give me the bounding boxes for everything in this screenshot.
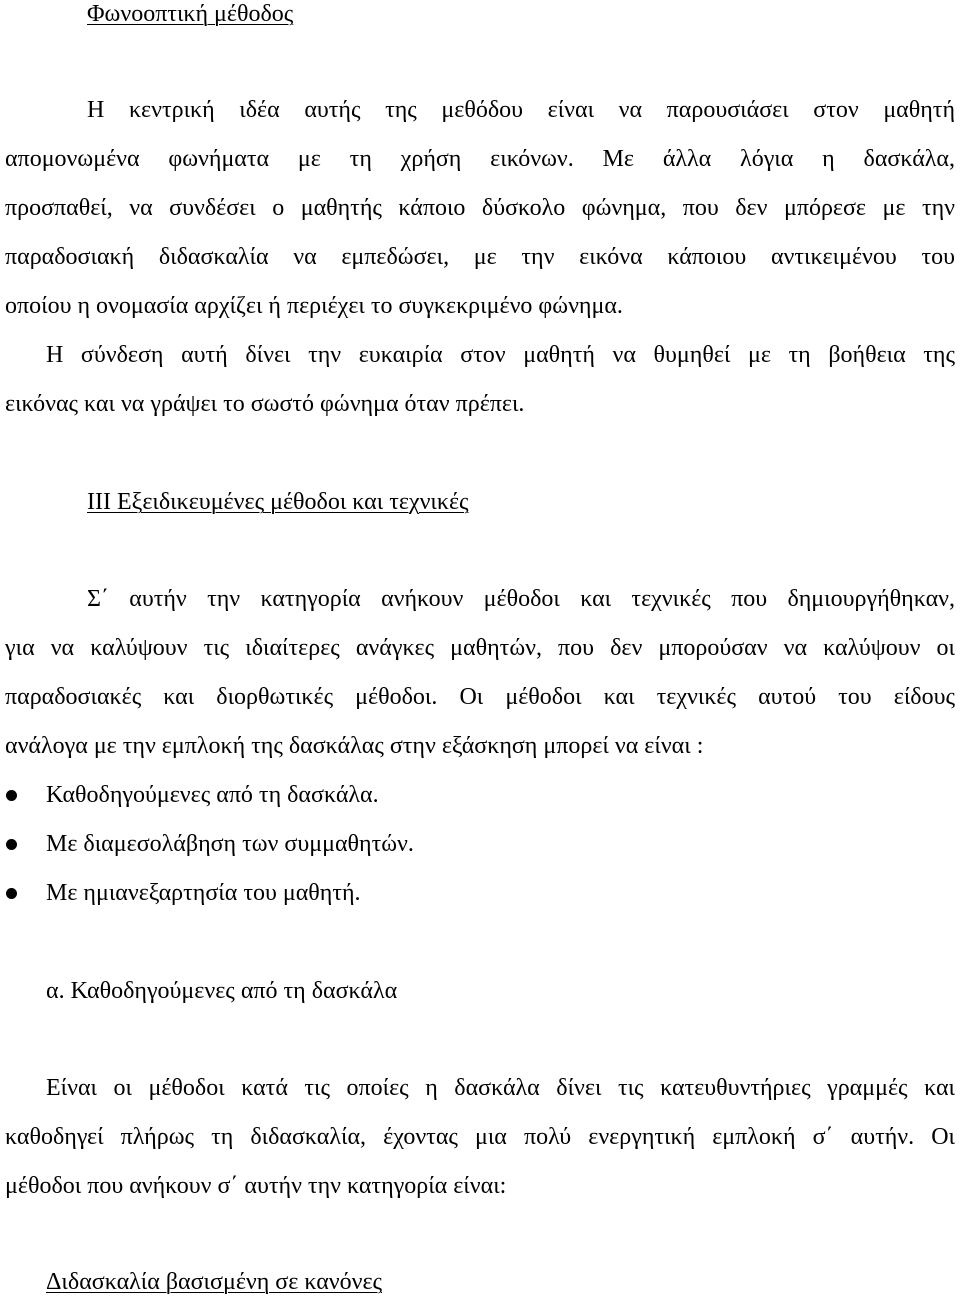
subsection-heading-guided: α. Καθοδηγούμενες από τη δασκάλα (46, 978, 398, 1004)
list-item: Με ημιανεξαρτησία του μαθητή. (46, 880, 361, 906)
list-item: Καθοδηγούμενες από τη δασκάλα. (46, 782, 379, 808)
paragraph-line: Σ΄ αυτήν την κατηγορία ανήκουν μέθοδοι και τεχνικές που δημιουργήθηκαν, (87, 586, 955, 612)
bullet-dot (6, 839, 17, 850)
paragraph-line: προσπαθεί, να συνδέσει ο μαθητής κάποιο δύσκολο φώνημα, που δεν μπόρεσε με την (5, 195, 955, 221)
paragraph-line: παραδοσιακή διδασκαλία να εμπεδώσει, με την εικόνα κάποιου αντικειμένου του (5, 244, 955, 270)
bullet-dot (6, 888, 17, 899)
paragraph-line: εικόνας και να γράψει το σωστό φώνημα όταν πρέπει. (5, 391, 525, 417)
paragraph-line: καθοδηγεί πλήρως τη διδασκαλία, έχοντας μια πολύ ενεργητική εμπλοκή σ΄ αυτήν. Οι (5, 1124, 955, 1150)
section-heading-phono: Φωνοοπτική μέθοδος (87, 1, 294, 27)
bullet-dot (6, 790, 17, 801)
paragraph-line: Είναι οι μέθοδοι κατά τις οποίες η δασκάλα δίνει τις κατευθυντήριες γραμμές και (46, 1075, 955, 1101)
paragraph-line: παραδοσιακές και διορθωτικές μέθοδοι. Οι μέθοδοι και τεχνικές αυτού του είδους (5, 684, 955, 710)
paragraph-line: απομονωμένα φωνήματα με τη χρήση εικόνων. Με άλλα λόγια η δασκάλα, (5, 146, 955, 172)
section-heading-rules: Διδασκαλία βασισμένη σε κανόνες (46, 1269, 383, 1295)
paragraph-line: ανάλογα με την εμπλοκή της δασκάλας στην εξάσκηση μπορεί να είναι : (5, 733, 704, 759)
paragraph-line: για να καλύψουν τις ιδιαίτερες ανάγκες μαθητών, που δεν μπορούσαν να καλύψουν οι (5, 635, 955, 661)
paragraph-line: Η σύνδεση αυτή δίνει την ευκαιρία στον μαθητή να θυμηθεί με τη βοήθεια της (46, 342, 955, 368)
paragraph-line: Η κεντρική ιδέα αυτής της μεθόδου είναι να παρουσιάσει στον μαθητή (87, 97, 955, 123)
paragraph-line: μέθοδοι που ανήκουν σ΄ αυτήν την κατηγορία είναι: (5, 1173, 507, 1199)
paragraph-line: οποίου η ονομασία αρχίζει ή περιέχει το συγκεκριμένο φώνημα. (5, 293, 623, 319)
section-heading-special: ΙΙΙ Εξειδικευμένες μέθοδοι και τεχνικές (87, 489, 469, 515)
list-item: Με διαμεσολάβηση των συμμαθητών. (46, 831, 414, 857)
